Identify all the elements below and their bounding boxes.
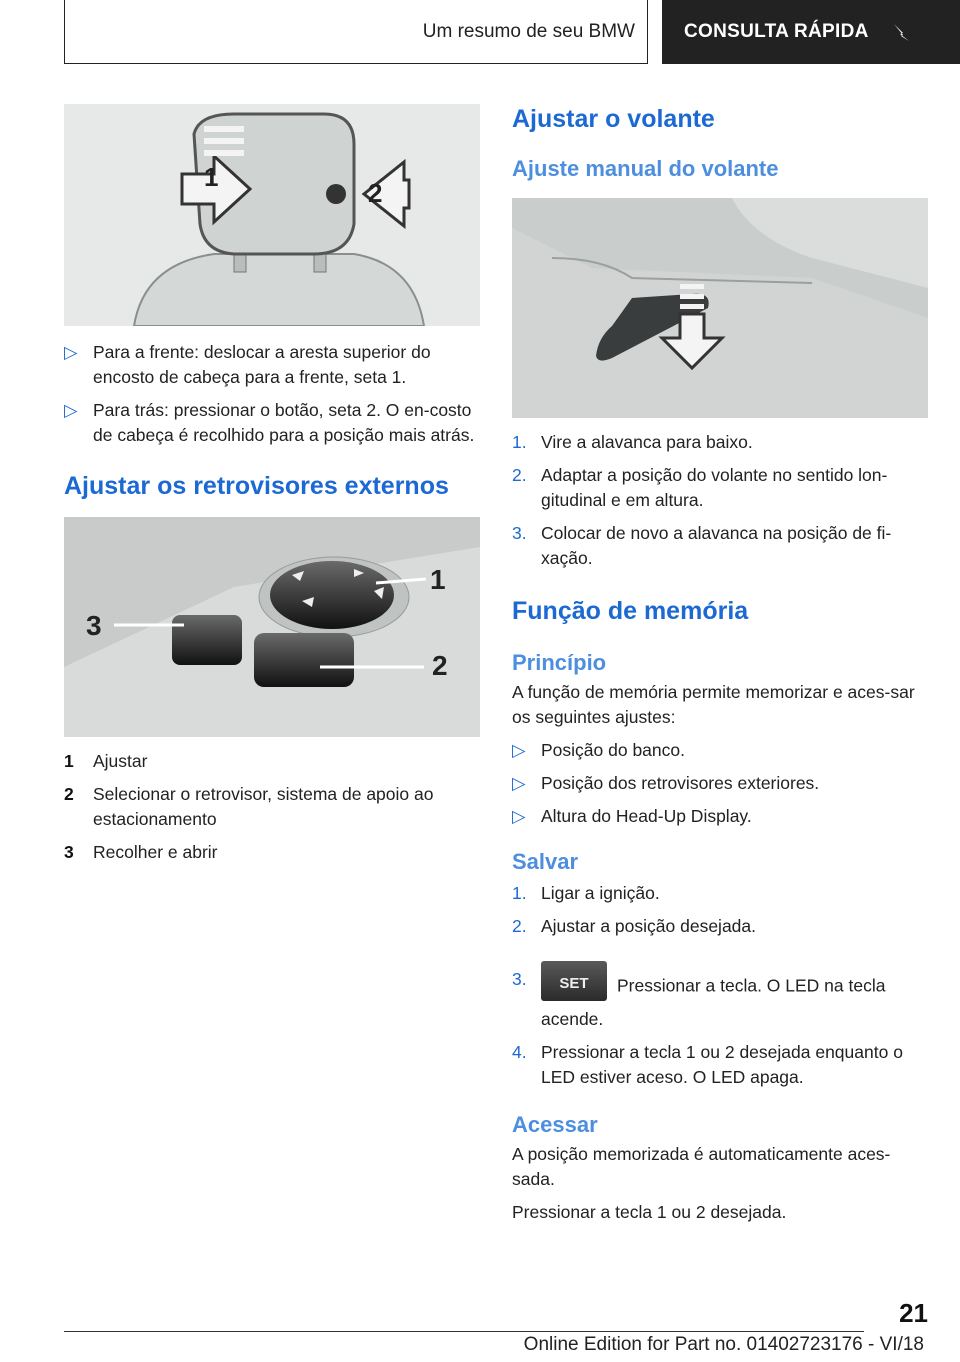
mirror-item: 2 Selecionar o retrovisor, sistema de apoio ao estacionamento	[64, 784, 434, 829]
steering-step: 2. Adaptar a posição do volante no sentido lon‐gitudinal e em altura.	[512, 465, 888, 510]
steering-step: 1. Vire a alavanca para baixo.	[512, 432, 753, 452]
principle-bullet: ▷ Posição do banco.	[512, 738, 928, 763]
footer-edition: Online Edition for Part no. 01402723176 - VI/18	[523, 1334, 924, 1355]
save-title: Salvar	[512, 849, 579, 874]
save-step: 1. Ligar a ignição.	[512, 883, 660, 903]
header-quick-title: CONSULTA RÁPIDA	[684, 21, 869, 42]
header-section-title: Um resumo de seu BMW	[422, 20, 635, 42]
steering-title: Ajustar o volante	[512, 105, 715, 133]
bullet-triangle-icon: ▷	[64, 342, 78, 362]
page-number: 21	[899, 1298, 928, 1328]
headrest-image	[64, 104, 480, 326]
principle-bullet: ▷ Posição dos retrovisores exteriores.	[512, 771, 928, 796]
mirror-item: 1 Ajustar	[64, 751, 148, 771]
headrest-callout-2: 2	[368, 178, 383, 208]
right-column	[512, 104, 928, 1225]
left-column	[64, 104, 480, 865]
header-section	[64, 0, 648, 64]
principle-title: Princípio	[512, 650, 607, 675]
footer-divider	[64, 1331, 864, 1332]
access-text: Pressionar a tecla 1 ou 2 desejada.	[512, 1202, 787, 1222]
lightning-icon	[891, 21, 913, 43]
mirror-switch-image	[64, 517, 480, 737]
steering-subtitle: Ajuste manual do volante	[512, 156, 779, 181]
mirror-item: 3 Recolher e abrir	[64, 842, 218, 862]
steering-lever-image	[512, 198, 928, 418]
bullet-triangle-icon: ▷	[512, 773, 526, 793]
mirror-callout-1: 1	[430, 564, 446, 595]
headrest-bullet: ▷ Para trás: pressionar o botão, seta 2. O en‐costo de cabeça é recolhido para a posição mais atrás.	[64, 400, 475, 445]
save-step: 4. Pressionar a tecla 1 ou 2 desejada enquanto o LED estiver aceso. O LED apaga.	[512, 1042, 903, 1087]
access-text: A posição memorizada é automaticamente aces‐sada.	[512, 1144, 891, 1189]
principle-text: A função de memória permite memorizar e aces‐sar os seguintes ajustes:	[512, 682, 915, 727]
steering-step: 3. Colocar de novo a alavanca na posição de fi‐xação.	[512, 523, 892, 568]
bullet-triangle-icon: ▷	[512, 740, 526, 760]
headrest-bullet: ▷ Para a frente: deslocar a aresta superior do encosto de cabeça para a frente, seta 1.	[64, 342, 431, 387]
headrest-callout-1: 1	[204, 162, 219, 192]
mirror-callout-2: 2	[432, 650, 448, 681]
save-step: 2. Ajustar a posição desejada.	[512, 916, 756, 936]
bullet-triangle-icon: ▷	[512, 806, 526, 826]
access-title: Acessar	[512, 1112, 598, 1137]
header-quick-reference	[662, 0, 960, 64]
bullet-triangle-icon: ▷	[64, 400, 78, 420]
save-step: 3. SET Pressionar a tecla. O LED na tecla acende.	[512, 953, 928, 1032]
mirrors-title: Ajustar os retrovisores externos	[64, 472, 449, 500]
principle-bullet: ▷ Altura do Head-Up Display.	[512, 804, 928, 829]
memory-title: Função de memória	[512, 597, 749, 625]
mirror-callout-3: 3	[86, 610, 102, 641]
set-key-image: SET	[541, 961, 607, 1001]
